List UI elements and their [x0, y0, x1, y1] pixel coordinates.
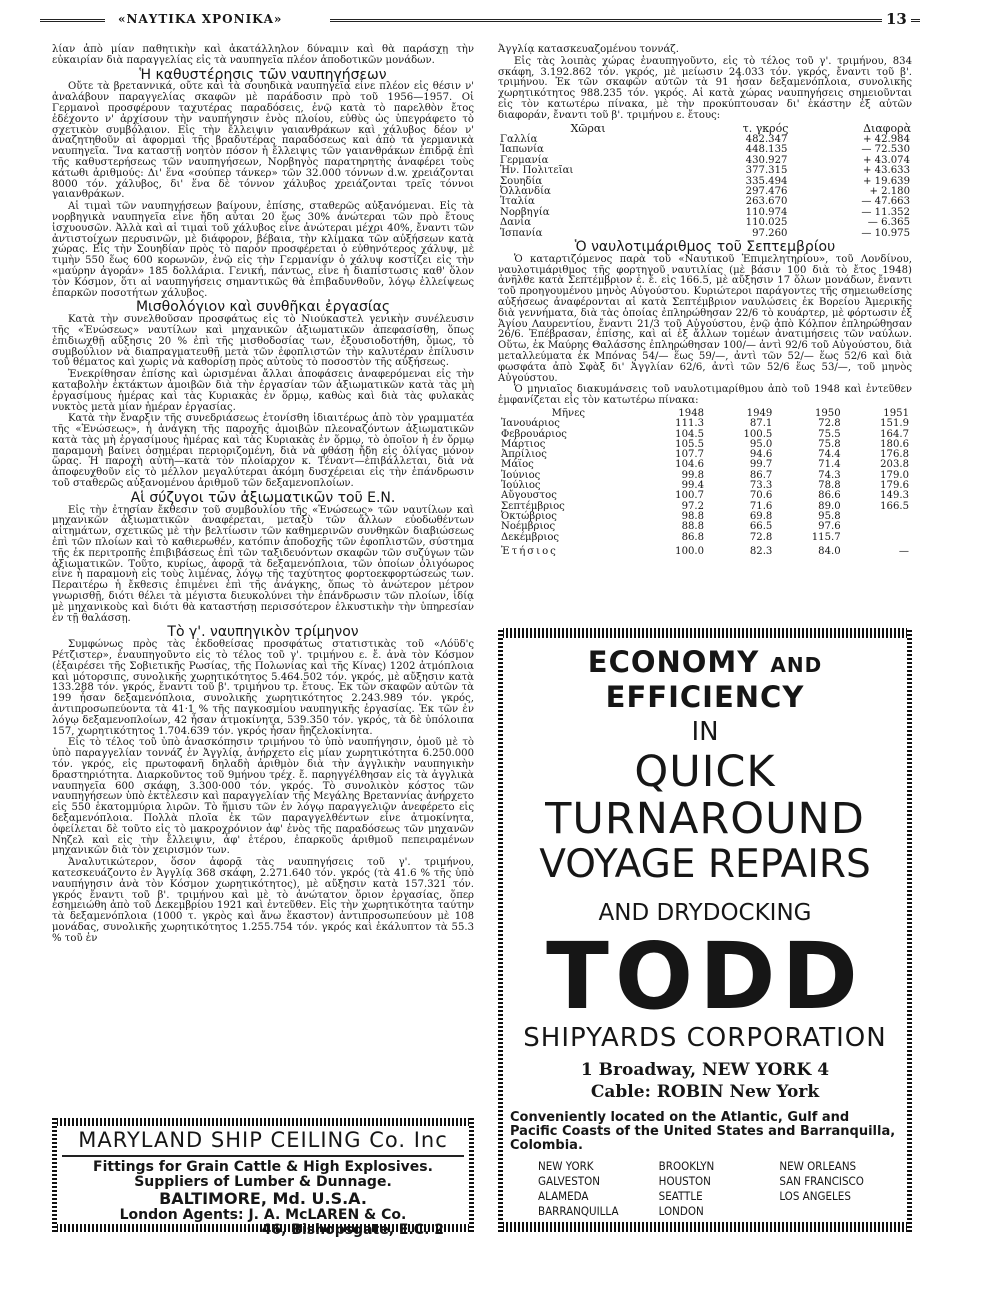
paragraph: Συμφώνως πρὸς τὰς ἐκδοθείσας προσφάτως στατιστικὰς τοῦ «Λόϋδ'ς Ρέτζιστερ», ἐναυπηγοῦντο εἰς τὸ τέλος τοῦ γ'. τριμήνου ε. ἔ. ἀνὰ τὸν Κόσμον (ἐξαιρέσει τῆς Σοβιετικῆς Ρωσίας, τῆς Πολωνίας καὶ τῆς Κίνας) 1202 ἀτμόπλοια καὶ μότορσιπς, συνολικῆς χωρητικότητος 5.464.502 τόν. γκρός, μὲ αὔξησιν κατὰ 133.288 τόν. γκρός, ἔναντι τοῦ β'. τριμήνου τρ. ἔτους. Ἐκ τῶν σκαφῶν αὐτῶν τὰ 199 ἦσαν δεξαμενόπλοια, συνολικῆς χωρητικότητος 2.243.989 τόν. γκρός, ἀντιπροσωπεύοντα τὰ 41·1 % τῆς παγκοσμίου ναυπηγικῆς ἐργασίας. Ἐκ τῶν ἐν λόγῳ δεξαμενοπλοίων, 42 ἦσαν ἀτμοκίνητα, 539.350 τόν. γκρός, τὰ δὲ ὑπόλοιπα 157, χωρητικότητος 1.704.639 τόν. γκρός ἦσαν ἢηζελοκίνητα. — [52, 639, 474, 737]
port: LOS ANGELES — [779, 1189, 851, 1203]
table-cell: 94.6 — [749, 449, 773, 461]
ad-line: SHIPYARDS CORPORATION — [523, 1023, 887, 1053]
ad-line: Fittings for Grain Cattle & High Explosives. — [93, 1159, 433, 1175]
table-cell: 75.5 — [818, 428, 841, 440]
table-cell: Μάϊος — [501, 459, 534, 471]
ad-word: ECONOMY — [587, 645, 760, 679]
table-cell: 105.5 — [675, 438, 705, 450]
table-cell: 97.260 — [752, 227, 788, 239]
table-cell: — 6.365 — [867, 217, 910, 229]
table-cell: 166.5 — [880, 500, 909, 512]
table-cell: 99.7 — [749, 459, 773, 471]
table-cell: 203.8 — [880, 459, 909, 471]
table-cell: + 19.639 — [863, 175, 910, 187]
paragraph: Οὔτε τὰ βρεταννικά, οὔτε καὶ τὰ σουηδικὰ ναυπηγεῖα εἶνε πλέον εἰς θέσιν ν' ἀναλάβουν παραγγελίας σκαφῶν μὲ παράδοσιν πρὸ τοῦ 1956—1957. Οἱ Γερμανοὶ προσφέρουν ταχυτέρας παραδόσεις, ἐνῷ κατὰ τὸ παρελθὸν ἔτος ἐδέχοντο ν' ἀρχίσουν τὴν ναυπήγησιν ἑνὸς πλοίου, εὐθὺς ὡς ὑπεγράφετο τὸ σχετικὸν συμβόλαιον. Εἰς τὴν ἔλλειψιν γαιανθράκων καὶ χάλυβος δέον ν' ἀναζητηθοῦν αἱ ἀφορμαὶ τῆς βραδυτέρας παραδόσεως καὶ ἀπὸ τὰ γερμανικὰ ναυπηγεῖα. Ἵνα καταστῇ νοητὸν πόσον ἡ ἔλλειψις τῶν γαιανθράκων ἐπιδρᾷ ἐπὶ τῆς καθυστερήσεως τῶν ναυπηγήσεων, Νορβηγὸς παρατηρητὴς ἀναφέρει τοὺς κάτωθι ἀριθμούς: Δι' ἕνα «σούπερ τάνκερ» τῶν 32.000 τόννων d.w. χρειάζονται 8000 τόν. χάλυβος, δι' ἕνα δὲ τόννον χάλυβος χρειάζονται τρεῖς τόννοι γαιανθράκων. — [52, 81, 474, 201]
table-cell: Δανία — [500, 217, 532, 229]
table-cell: 73.3 — [749, 480, 773, 492]
ad-located: Conveniently located on the Atlantic, Gulf and Pacific Coasts of the United States and Barranquilla, Colombia. — [510, 1110, 896, 1153]
table-cell: 74.3 — [818, 469, 841, 481]
table-row — [498, 177, 912, 187]
table-cell: 75.8 — [818, 438, 841, 450]
table-cell: Γερμανία — [500, 154, 549, 166]
table-cell: Νορβηγία — [500, 206, 550, 218]
table-cell: 115.7 — [811, 531, 841, 543]
ad-line: London Agents: J. A. McLAREN & Co. — [119, 1207, 407, 1223]
ad-cable: Cable: ROBIN New York — [590, 1082, 820, 1102]
table-row — [498, 208, 912, 218]
todd-advertisement — [498, 628, 912, 1232]
table-row-annual — [498, 543, 912, 557]
table-cell: 99.8 — [681, 469, 705, 481]
table-cell: Σεπτέμβριος — [501, 500, 565, 512]
table-cell: — 11.352 — [861, 206, 910, 218]
paragraph: Ὁ καταρτιζόμενος παρὰ τοῦ «Ναυτικοῦ Ἐπιμελητηρίου», τοῦ Λονδίνου, ναυλοτιμάριθμος τῆς φορτηγοῦ ναυτιλίας (μὲ βάσιν 100 διὰ τὸ ἔτος 1948) ἀνῆλθε κατὰ Σεπτέμβριον ἐ. ἔ. εἰς 166.5, μὲ αὔξησιν 17 ὅλων μονάδων, ἔναντι τοῦ προηγουμένου μηνὸς Αὐγούστου. Κυριώτεροι παράγοντες τῆς σημειωθείσης αὐξήσεως ἀναφέρονται αἱ κατὰ Σεπτέμβριον ναυλώσεις ἐκ Βορείου Ἀμερικῆς διὰ γεννήματα, διὰ τὰς ὁποίας ἐπληρώθησαν 22/6 τὸ κουάρτερ, μὲ φόρτωσιν ἐξ Ἁγίου Λαυρεντίου, ἔναντι 21/3 τοῦ Αὐγούστου, ἐνῷ ἀπὸ Κόλπον ἐπληρώθησαν 26/6. Ἐπέβρασαν, ἐπίσης, καὶ αἱ ἐξ ἄλλων τομέων ἀνατιμήσεις τῶν ναύλων. Οὕτω, ἐκ Μαύρης Θαλάσσης ἐπληρώθησαν 100/— ἀντὶ 92/6 τοῦ Αὐγούστου, διὰ μεταλλεύματα ἐκ Μπόνας 54/— ἕως 59/—, ἀντὶ τῶν 52/— ἕως 52/6 καὶ διὰ φωσφάτα ἀπὸ Σφὰξ δι' Ἀγγλίαν 62/6, ἀντὶ τῶν 52/6 ἕως 53/—, τοῦ μηνὸς Αὐγούστου. — [498, 253, 912, 384]
table-cell: Νοέμβριος — [501, 521, 556, 533]
left-column — [52, 45, 474, 946]
ad-line: VOYAGE REPAIRS — [539, 842, 871, 887]
table-cell: 84.0 — [818, 545, 841, 557]
page-number: 13 — [882, 10, 911, 28]
table-row — [498, 187, 912, 197]
table-cell: Ὀκτώβριος — [501, 510, 557, 522]
table-cell: — 10.975 — [861, 227, 910, 239]
table-cell: 164.7 — [880, 428, 909, 440]
table-cell: Ἰταλία — [500, 196, 535, 208]
table-cell: + 43.074 — [863, 154, 910, 166]
todd-ad-content — [510, 646, 900, 1219]
table-row — [498, 430, 912, 440]
table-cell: — — [898, 545, 909, 557]
table-header: Μῆνες — [551, 408, 586, 419]
table-row — [498, 533, 912, 543]
table-cell: 97.2 — [681, 500, 705, 512]
table-cell: 100.5 — [743, 428, 773, 440]
ad-ports — [510, 1159, 900, 1219]
table-cell: 71.6 — [749, 500, 773, 512]
table-cell: 297.476 — [745, 186, 788, 198]
table-cell: 110.025 — [745, 217, 788, 229]
table-cell: 86.8 — [681, 531, 705, 543]
ad-border — [907, 628, 912, 1232]
heading-spouses: Αἱ σύζυγοι τῶν ἀξιωματικῶν τοῦ Ε.Ν. — [130, 489, 396, 506]
table-row — [498, 481, 912, 491]
paragraph: Ὁ μηνιαῖος διακυμάνσεις τοῦ ναυλοτιμαρίθμου ἀπὸ τοῦ 1948 καὶ ἐντεῦθεν ἐμφανίζεται εἰς τὸν κατωτέρω πίνακα: — [498, 384, 912, 407]
table-cell: Ἰανουάριος — [501, 418, 560, 430]
ad-border — [498, 1222, 912, 1232]
table-cell: 104.5 — [675, 428, 705, 440]
table-cell: 107.7 — [675, 449, 705, 461]
ad-word: EFFICIENCY — [605, 680, 805, 714]
table-cell: 86.6 — [818, 490, 841, 502]
port: BARRANQUILLA — [538, 1204, 619, 1218]
table-cell: 179.0 — [880, 469, 909, 481]
ad-line: 46, Bishopsgate, E.C. 2 — [261, 1222, 444, 1238]
table-cell: 72.8 — [749, 531, 773, 543]
table-cell: 151.9 — [880, 418, 909, 430]
port: LONDON — [658, 1204, 704, 1218]
table-cell: — 72.530 — [861, 144, 910, 156]
table-row — [498, 450, 912, 460]
maryland-advertisement — [52, 1118, 474, 1238]
table-cell: 72.8 — [818, 418, 841, 430]
table-cell: 95.8 — [818, 510, 841, 522]
table-cell: Ἱσπανία — [500, 227, 543, 239]
table-cell: 100.0 — [675, 545, 705, 557]
paragraph: Ἀγγλίᾳ κατασκευαζομένου τοννάζ. — [498, 44, 679, 55]
right-column — [498, 45, 912, 557]
table-cell: Αὔγουστος — [501, 490, 557, 502]
table-cell: Γαλλία — [500, 133, 538, 145]
table-row — [498, 229, 912, 239]
table-cell: 263.670 — [745, 196, 788, 208]
table-cell: 69.8 — [749, 510, 773, 522]
paragraph: λίαν ἀπὸ μίαν παθητικὴν καὶ ἀκατάλληλον δύναμιν καὶ θὰ παράσχῃ τὴν εὐκαιρίαν διὰ παραγγελίας εἰς τὰ ναυπηγεῖα πλέον ἀποδοτικῶν μονάδων. — [52, 44, 474, 66]
heading-quarter: Τὸ γ'. ναυπηγικὸν τρίμηνον — [167, 624, 359, 641]
port: HOUSTON — [658, 1174, 711, 1188]
table-cell: 78.8 — [818, 480, 841, 492]
ad-line: BALTIMORE, Md. U.S.A. — [159, 1189, 367, 1208]
table-row — [498, 502, 912, 512]
table-cell: 448.135 — [745, 144, 788, 156]
table-row — [498, 145, 912, 155]
page-header — [40, 10, 940, 30]
port: NEW ORLEANS — [779, 1159, 857, 1173]
table-cell: 97.6 — [818, 521, 841, 533]
table-cell: 86.7 — [749, 469, 773, 481]
ad-title: MARYLAND SHIP CEILING Co. Inc — [62, 1128, 464, 1157]
table-header: Χῶραι — [570, 121, 606, 135]
table-header: 1949 — [746, 408, 773, 419]
freight-index-table — [498, 409, 912, 557]
table-cell: 87.1 — [749, 418, 773, 430]
header-rule-right — [330, 19, 920, 22]
table-row — [498, 522, 912, 532]
table-cell: 88.8 — [681, 521, 705, 533]
table-cell: Ἰαπωνία — [500, 144, 544, 156]
table-cell — [844, 522, 912, 532]
ad-word: AND — [770, 653, 823, 677]
paragraph: Εἰς τὰς λοιπὰς χώρας ἐναυπηγοῦντο, εἰς τὸ τέλος τοῦ γ'. τριμήνου, 834 σκάφη, 3.192.862 τόν. γκρός, μὲ μείωσιν 24.033 τόν. γκρός, ἔναντι τοῦ β'. τριμήνου. Ἐκ τῶν σκαφῶν αὐτῶν τὰ 91 ἦσαν δεξαμενόπλοια, συνολικῆς χωρητικότητος 988.235 τόν. γκρός. Αἱ κατὰ χώρας ναυπηγήσεις σημειοῦνται εἰς τὸν κατωτέρω πίνακα, μὲ τὴν προκύπτουσαν δι' ἑκάστην ἐξ αὐτῶν διαφοράν, ἔναντι τοῦ β'. τριμήνου ε. ἔτους: — [498, 55, 912, 121]
table-cell: Ἰούλιος — [501, 480, 541, 492]
table-row — [498, 440, 912, 450]
paragraph: Εἰς τὸ τέλος τοῦ ὑπὸ ἀνασκόπησιν τριμήνου τὸ ὑπὸ ναυπήγησιν, ὁμοῦ μὲ τὸ ὑπὸ παραγγελίαν τοννάζ ἐν Ἀγγλίᾳ, ἀνήρχετο εἰς μίαν χωρητικότητα 6.250.000 τόν. γκρός, εἰς πρωτοφανῆ δηλαδὴ ἀριθμὸν διὰ τὴν ἀγγλικὴν ναυπηγικὴν δραστηριότητα. Διαρκοῦντος τοῦ 9μήνου τρέχ. ἔ. παρηγγέλθησαν εἰς τὰ ἀγγλικὰ ναυπηγεῖα 600 σκάφη, 3.300·000 τόν. γκρός. Τὸ συνολικὸν κόστος τῶν ναυπηγήσεων ὑπὸ ἐκτέλεσιν καὶ παραγγελίαν τῆς Μεγάλης Βρεταννίας ἀνήρχετο εἰς 550 ἑκατομμύρια λιρῶν. Τὸ ἥμισυ τῶν ἐν λόγῳ παραγγελιῶν ἀνεφέρετο εἰς δεξαμενόπλοια. Πολλὰ πλοῖα ἐκ τῶν παραγγελθέντων εἶνε ἀτμοκίνητα, ὀφείλεται δὲ τοῦτο εἰς τὸ μακροχρόνιον ἀφ' ἑνὸς τῆς παραδόσεως τῶν μηχανῶν Νηζελ καὶ εἰς τὴν ἔλλειψιν, ἀφ' ἑτέρου, ἐπαρκοῦς ἀριθμοῦ πεπειραμένων μηχανικῶν διὰ τὸν χειρισμόν των. — [52, 737, 474, 857]
table-cell: 179.6 — [880, 480, 909, 492]
table-cell: 482.347 — [745, 133, 788, 145]
table-cell: 66.5 — [749, 521, 773, 533]
ad-border — [469, 1118, 474, 1232]
table-cell: 99.4 — [681, 480, 705, 492]
table-cell: Ἐτήσιος — [501, 545, 558, 557]
table-row — [498, 218, 912, 228]
table-cell: 180.6 — [880, 438, 909, 450]
heading-wages: Μισθολόγιον καὶ συνθῆκαι ἐργασίας — [135, 299, 391, 316]
todd-logo-text: TODD — [546, 923, 864, 1030]
port: ALAMEDA — [538, 1189, 589, 1203]
ad-address: 1 Broadway, NEW YORK 4 — [580, 1060, 830, 1080]
table-cell: 149.3 — [880, 490, 909, 502]
table-cell: 176.8 — [880, 449, 909, 461]
table-row — [498, 135, 912, 145]
table-cell: + 43.633 — [863, 165, 910, 177]
paragraph: Ἐνεκρίθησαν ἐπίσης καὶ ὡρισμέναι ἄλλαι ἀποφάσεις ἀναφερόμεναι εἰς τὴν καταβολὴν ἐκτάκτων ἀμοιβῶν διὰ τὴν ἐργασίαν τῶν ἀξιωματικῶν κατὰ τὰς μὴ ἐργασίμους ἡμέρας καὶ τὰς Κυριακὰς ἐν ὅρμῳ, καθὼς καὶ διὰ τὰς φυλακὰς νυκτὸς μετὰ μίαν ἡμέραν ἐργασίας. — [52, 369, 474, 413]
table-cell: 430.927 — [745, 154, 788, 166]
port: SEATTLE — [658, 1189, 703, 1203]
table-row — [498, 471, 912, 481]
maryland-ad-content — [62, 1128, 464, 1238]
port: NEW YORK — [538, 1159, 594, 1173]
table-cell: Μάρτιος — [501, 438, 546, 450]
ad-line: TURNAROUND — [545, 794, 865, 844]
table-cell: 98.8 — [681, 510, 705, 522]
table-header: τ. γκρός — [742, 121, 789, 135]
table-cell: + 2.180 — [869, 186, 910, 198]
table-cell: 89.0 — [818, 500, 841, 512]
table-cell: 335.494 — [745, 175, 788, 187]
table-cell: Φεβρουάριος — [501, 428, 567, 440]
table-cell: Σουηδία — [500, 175, 543, 187]
paragraph: Κατὰ τὴν ἔναρξιν τῆς συνεδριάσεως ἐτονίσθη ἰδιαιτέρως ἀπὸ τὸν γραμματέα τῆς «Ἑνώσεως», ἡ ἀνάγκη τῆς παροχῆς ἀμοιβῶν πλεοναζόντων ἀξιωματικῶν κατὰ τὰς μὴ ἐργασίμους ἡμέρας καὶ τὰς Κυριακὰς ἐν ὅρμῳ, τὸ ὁποῖον ἡ ἐν ὅρμῳ παραμονὴ βαίνει ὁσημέραι περιοριζομένη, διὰ νὰ φθάσῃ ἤδη εἰς ὀλίγας μόνον ὥρας. Ἡ παροχὴ αὐτὴ—κατὰ τὸν πλοίαρχον κ. Τέναντ—ἐπιβάλλεται, διὰ νὰ ἀποφευχθοῦν εἰς τὸ μέλλον μεγαλύτεραι ἀκόμη δυσχέρειαι εἰς τὴν ἐπάνδρωσιν τοῦ σταθερῶς αὐξανομένου ἀριθμοῦ τῶν δεξαμενοπλοίων. — [52, 413, 474, 490]
ad-line: IN — [691, 717, 719, 747]
table-cell: 95.0 — [749, 438, 773, 450]
table-cell: Ἰούνιος — [501, 469, 541, 481]
table-cell: 104.6 — [675, 459, 705, 471]
table-cell: Ἡν. Πολιτεῖαι — [500, 165, 574, 177]
header-rule-left — [40, 19, 105, 22]
ad-border — [498, 628, 503, 1232]
table-header: 1948 — [678, 408, 705, 419]
table-row — [498, 166, 912, 176]
table-cell: Ὀλλανδία — [500, 186, 551, 198]
table-cell: Ἀπρίλιος — [501, 449, 547, 461]
heading-delay: Ἡ καθυστέρησις τῶν ναυπηγήσεων — [139, 66, 387, 83]
port: SAN FRANCISCO — [779, 1174, 864, 1188]
ad-line: AND DRYDOCKING — [598, 900, 812, 926]
ad-border — [52, 1118, 57, 1232]
table-cell: 100.7 — [675, 490, 705, 502]
ad-border — [52, 1118, 474, 1126]
ad-headline — [510, 646, 900, 713]
table-cell: — 47.663 — [861, 196, 910, 208]
countries-table — [498, 123, 912, 239]
heading-freight: Ὁ ναυλοτιμάριθμος τοῦ Σεπτεμβρίου — [574, 239, 836, 256]
ad-line: QUICK — [634, 747, 776, 797]
table-cell: Δεκέμβριος — [501, 531, 560, 543]
table-cell: 111.3 — [675, 418, 705, 430]
port: GALVESTON — [538, 1174, 600, 1188]
ad-line: Suppliers of Lumber & Dunnage. — [134, 1174, 392, 1190]
table-row — [498, 460, 912, 470]
table-header: Διαφορὰ — [863, 121, 911, 135]
table-row — [498, 512, 912, 522]
table-cell: 110.974 — [745, 206, 788, 218]
port: BROOKLYN — [658, 1159, 715, 1173]
table-cell: 70.6 — [749, 490, 773, 502]
table-cell: + 42.984 — [863, 133, 910, 145]
table-cell: 82.3 — [749, 545, 773, 557]
paragraph: Κατὰ τὴν συνελθοῦσαν προσφάτως εἰς τὸ Νιούκαστελ γενικὴν συνέλευσιν τῆς «Ἑνώσεως» ναυτίλων καὶ μηχανικῶν ἀξιωματικῶν ἀπεφασίσθη, ὅπως ἐπιδιωχθῇ αὔξησις 20 % ἐπὶ τῆς μισθοδοσίας των, ἐξουσιοδοτήθη, ὅμως, τὸ συμβούλιον νὰ διαπραγματευθῇ μετὰ τῶν ἐφοπλιστῶν τὴν καλυτέραν ἐπίλυσιν τοῦ θέματος καὶ χωρὶς νὰ καθορίσῃ πρὸς αὐτοὺς τὸ ποσοστὸν τῆς αὐξήσεως. — [52, 314, 474, 369]
table-cell — [844, 533, 912, 543]
table-row — [498, 197, 912, 207]
paragraph: Εἰς τὴν ἐτησίαν ἔκθεσιν τοῦ συμβουλίου τῆς «Ἑνώσεως» τῶν ναυτίλων καὶ μηχανικῶν ἀξιωματικῶν ἀναφέρεται, μεταξὺ τῶν ἄλλων εὐοδωθέντων αἰτημάτων, σχετικῶς μὲ τὴν βελτίωσιν τῶν καθημερινῶν συνθηκῶν διαβιώσεως ἐπὶ τῶν πλοίων καὶ τὸ καθιερωθέν, κατόπιν ἀποδοχῆς τῶν ἐφοπλιστῶν, σύστημα τῆς ἐκ περιτροπῆς ἐπιβιβάσεως ἐπὶ τῶν ταξιδευόντων σκαφῶν τῶν συζύγων τῶν ἀξιωματικῶν. Τοῦτο, κυρίως, ἀφορᾷ τὰ δεξαμενόπλοια, τῶν ὁποίων ὀλιγόωρος εἶνε ἡ παραμονὴ εἰς τοὺς λιμένας, λόγῳ τῆς ταχύτητος φορτοεκφορτώσεώς των. Περαιτέρω ἡ ἔκθεσις ἐπιμένει ἐπὶ τῆς ἀνάγκης, ὅπως τὸ ἀνώτερον μέτρον γνωρισθῇ, διότι θέλει τὰ μέγιστα διευκολύνει τὴν ἐπάνδρωσιν τῶν πλοίων, ἰδίᾳ μὲ μηχανικοὺς καὶ διότι θὰ καταστήσῃ περισσότερον ἑλκυστικὴν τὴν ὑπηρεσίαν ἐν τῇ θαλάσσῃ. — [52, 504, 474, 624]
table-cell: 71.4 — [818, 459, 841, 471]
table-header: 1950 — [814, 408, 841, 419]
paragraph: Ἀναλυτικώτερον, ὅσον ἀφορᾷ τὰς ναυπηγήσεις τοῦ γ'. τριμήνου, κατεσκευάζοντο ἐν Ἀγγλίᾳ 368 σκάφη, 2.271.640 τόν. γκρός (τὰ 41.6 % τῆς ὑπὸ ναυπήγησιν ἀνὰ τὸν Κόσμον χωρητικότητος), μὲ αὔξησιν κατὰ 157.321 τόν. γκρός ἔναντι τοῦ β'. τριμήνου καὶ μὲ τὸ ἀνώτατον ὅριον ἐργασίας, ὅπερ ἐσημειώθη ἀπὸ τοῦ Δεκεμβρίου 1921 καὶ ἐντεῦθεν. Εἰς τὴν χωρητικότητα ταύτην τὰ δεξαμενόπλοια (1000 τ. γκρὸς καὶ ἄνω ἕκαστον) ἀντιπροσωπεύουν μὲ 108 μονάδας, συνολικῆς χωρητικότητος 1.255.754 τόν. γκρός καὶ ἐκάλυπτον τὰ 55.3 % τοῦ ἐν — [52, 857, 474, 944]
paragraph: Αἱ τιμαὶ τῶν ναυπηγήσεων βαίνουν, ἐπίσης, σταθερῶς αὐξανόμεναι. Εἰς τὰ νορβηγικὰ ναυπηγεῖα εἶνε ἤδη αὗται 20 ἕως 30% ἀνώτεραι τῶν πρὸ ἔτους ἰσχυουσῶν. Ἀλλὰ καὶ αἱ τιμαὶ τοῦ χάλυβος εἶνε ἀνώτεραι μέχρι 40%, ἔναντι τῶν ἀντιστοίχων περυσινῶν, μὲ διάφορον, βέβαια, τὴν κλίμακα τῶν αὐξήσεων κατὰ χώρας. Εἰς τὴν Σουηδίαν πρὸς τὸ παρὸν προσφέρεται ὁ εὐθηνότερος χάλυψ, μὲ τιμὴν 550 ἕως 600 κορωνῶν, ἐνῷ εἰς τὴν Γερμανίαν ὁ χάλυψ κοστίζει εἰς τὴν «μαύρην ἀγοράν» 185 δολλάρια. Γενική, πάντως, εἶνε ἡ διαπίστωσις καθ' ὅλον τὸν Κόσμον, ὅτι αἱ ναυπηγήσεις σημαντικῶς θὰ ἐπιβαδυνθοῦν, λόγῳ ἐλλείψεως ἐπαρκῶν ποσοτήτων χάλυβος. — [52, 201, 474, 299]
publication-title: «ΝΑΥΤΙΚΑ ΧΡΟΝΙΚΑ» — [118, 12, 283, 26]
table-header: 1951 — [883, 408, 909, 419]
table-cell — [844, 512, 912, 522]
table-cell: 74.4 — [818, 449, 841, 461]
table-cell: 377.315 — [745, 165, 788, 177]
ad-border — [498, 628, 912, 638]
